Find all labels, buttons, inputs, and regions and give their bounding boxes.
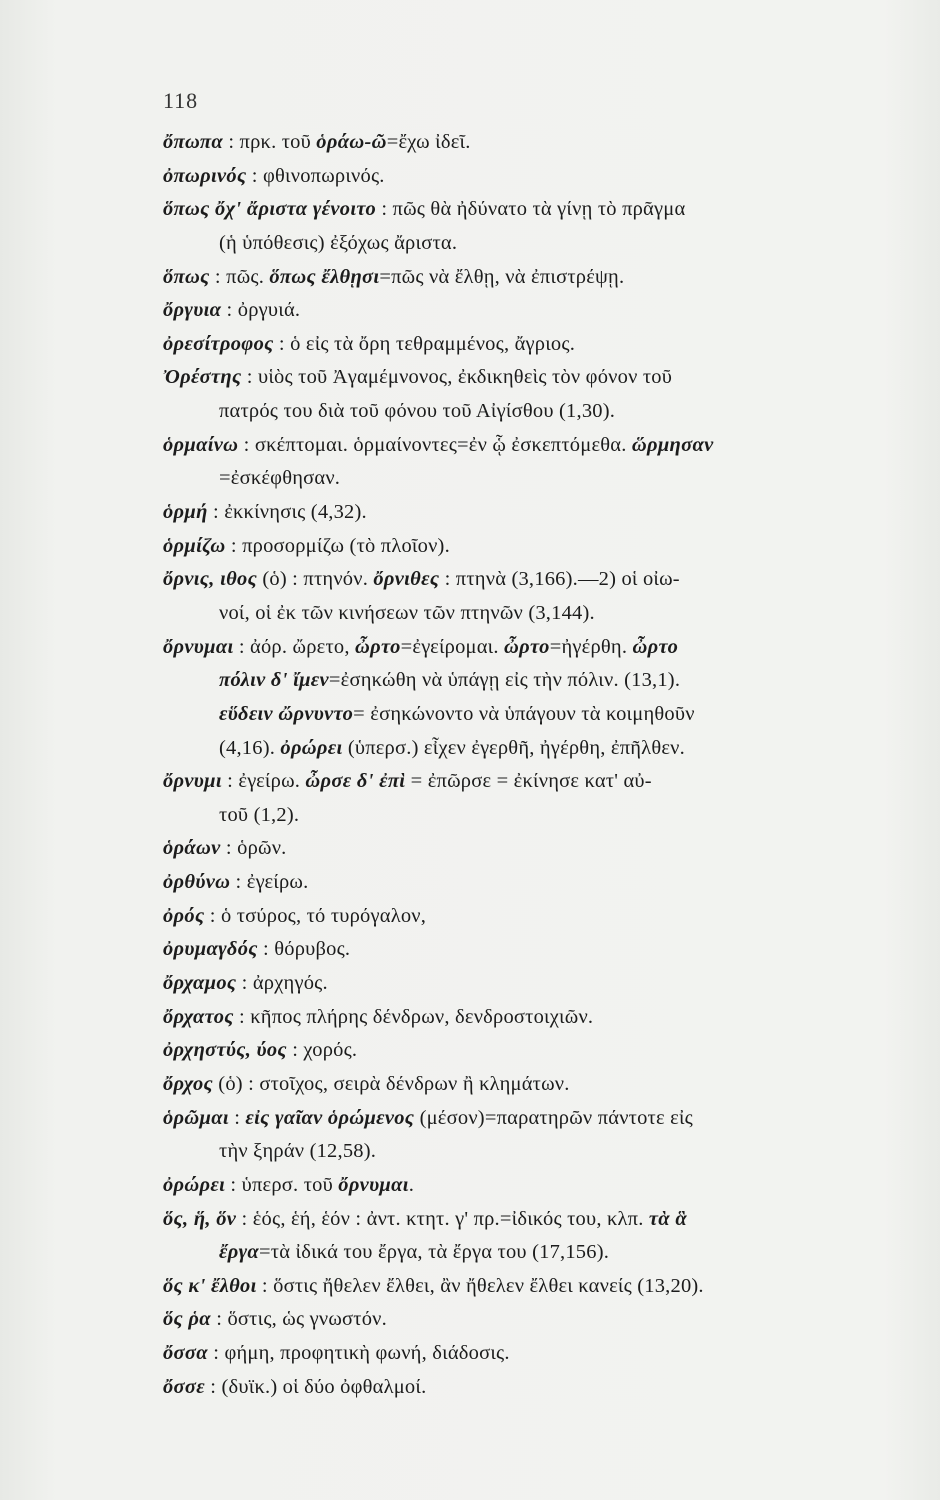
entry-continuation-line: [163, 227, 908, 261]
headword: ὁράω-ῶ: [316, 131, 387, 153]
definition: = ἐπῶρσε = ἐκίνησε κατ' αὐ-: [405, 770, 652, 793]
page-number: 118: [163, 88, 199, 113]
entry-continuation-line: [163, 597, 908, 631]
entry-continuation-line: [163, 395, 908, 429]
headword: ὄρχατος: [163, 1005, 234, 1028]
entry-line: [163, 1337, 908, 1371]
headword: ὅπως ὄχ' ἄριστα γένοιτο: [163, 198, 376, 221]
entry-line: [163, 530, 908, 564]
headword: ἔργα: [219, 1241, 260, 1264]
entry-continuation-line: [163, 462, 908, 496]
definition: : ἐκκίνησις (4,32).: [207, 501, 367, 524]
entry-line: [163, 1001, 908, 1035]
entry-line: [163, 1102, 908, 1136]
headword: ὁράων: [163, 837, 221, 860]
headword: ὄρνις, ιθος: [163, 568, 258, 591]
headword: ὦρτο: [504, 635, 550, 658]
headword: ὅς κ' ἔλθοι: [163, 1274, 257, 1297]
definition: νοί, οἱ ἐκ τῶν κινήσεων τῶν πτηνῶν (3,144).: [219, 601, 595, 624]
definition: : ὁρῶν.: [220, 837, 287, 860]
definition: .: [408, 1173, 415, 1196]
entry-line: [163, 193, 908, 227]
entry-line: [163, 261, 908, 295]
headword: ὅπως: [163, 265, 210, 288]
headword: εἰς γαῖαν ὁρώμενος: [245, 1106, 415, 1129]
entry-line: [163, 160, 908, 194]
entry-line: [163, 563, 908, 597]
headword: ὄρνυμαι: [163, 635, 234, 658]
definition: : πῶς.: [209, 265, 270, 288]
definition: =ἐσηκώθη νὰ ὑπάγῃ εἰς τὴν πόλιν. (13,1).: [328, 669, 681, 692]
entry-line: [163, 429, 908, 463]
definition: (μέσον)=παρατηρῶν πάντοτε εἰς: [414, 1106, 693, 1129]
definition: : ὁ τσύρος, τό τυρόγαλον,: [204, 904, 427, 927]
definition: : ἐγείρω.: [230, 871, 309, 894]
entry-line: [163, 1034, 908, 1068]
definition: =ἐσκέφθησαν.: [219, 467, 341, 490]
definition: =ἔχω ἰδεῖ.: [386, 131, 471, 153]
definition: =τὰ ἰδικά του ἔργα, τὰ ἔργα του (17,156).: [259, 1241, 610, 1264]
headword: ὀπωρινός: [163, 164, 247, 187]
headword: ὄπωπα: [163, 131, 224, 153]
entry-continuation-line: [163, 698, 908, 732]
headword: ὄρνιθες: [373, 568, 440, 591]
definition: : ἀόρ. ὤρετο,: [233, 635, 355, 658]
definition: =ἠγέρθη.: [549, 635, 633, 658]
entry-line: [163, 933, 908, 967]
definition: : σκέπτομαι. ὁρμαίνοντες=ἐν ᾧ ἐσκεπτόμεθα.: [238, 433, 632, 456]
definition: τοῦ (1,2).: [219, 803, 300, 826]
definition: πατρός του διὰ τοῦ φόνου τοῦ Αἰγίσθου (1,30).: [219, 400, 616, 423]
headword: ὅς, ἥ, ὅν: [163, 1207, 237, 1230]
headword: ὥρμησαν: [631, 433, 714, 456]
definition: = ἐσηκώνοντο νὰ ὑπάγουν τὰ κοιμηθοῦν: [353, 702, 695, 725]
headword: ὅς ῥα: [163, 1308, 211, 1331]
headword: ὦρτο: [632, 635, 679, 658]
entry-line: [163, 328, 908, 362]
headword: ὀρός: [163, 904, 205, 927]
entry-continuation-line: [163, 799, 908, 833]
entry-line: [163, 866, 908, 900]
definition: : ὀργυιά.: [221, 299, 301, 322]
entry-continuation-line: [163, 1236, 908, 1270]
definition: : ὁ εἰς τὰ ὄρη τεθραμμένος, ἄγριος.: [273, 332, 576, 355]
entry-continuation-line: [163, 732, 908, 766]
definition: (ἡ ὑπόθεσις) ἐξόχως ἄριστα.: [219, 231, 458, 254]
headword: τὰ ἃ: [648, 1207, 687, 1230]
headword: εὕδειν ὤρνυντο: [219, 702, 354, 725]
entry-line: [163, 765, 908, 799]
entry-line: [163, 294, 908, 328]
definition: : φήμη, προφητικὴ φωνή, διάδοσις.: [207, 1342, 510, 1365]
entry-line: [163, 1068, 908, 1102]
definition: : κῆπος πλήρης δένδρων, δενδροστοιχιῶν.: [233, 1005, 594, 1028]
headword: ὁρμίζω: [163, 534, 226, 557]
entry-line: [163, 1169, 908, 1203]
definition: : χορός.: [286, 1039, 358, 1062]
definition: τὴν ξηράν (12,58).: [219, 1140, 377, 1163]
headword: ὀρθύνω: [163, 871, 231, 894]
definition: : ὅστις ἤθελεν ἔλθει, ἂν ἤθελεν ἔλθει κανείς (13,20).: [256, 1274, 704, 1297]
definition: : θόρυβος.: [257, 938, 351, 961]
entry-line: [163, 631, 908, 665]
definition: =πῶς νὰ ἔλθῃ, νὰ ἐπιστρέψῃ.: [379, 265, 625, 288]
entry-line: [163, 1203, 908, 1237]
entry-line: [163, 1270, 908, 1304]
headword: ὄρνυμαι: [338, 1173, 409, 1196]
headword: ὀρώρει: [163, 1173, 226, 1196]
definition: : προσορμίζω (τὸ πλοῖον).: [225, 534, 450, 557]
headword: ὀρχηστύς, ύος: [163, 1039, 287, 1062]
definition: :: [228, 1106, 246, 1129]
entry-line: [163, 967, 908, 1001]
definition: (ὁ) : πτηνόν.: [257, 568, 374, 591]
definition: : πρκ. τοῦ: [223, 131, 317, 153]
definition: : ὑπερσ. τοῦ: [225, 1173, 339, 1196]
headword: ὦρσε δ' ἐπὶ: [305, 770, 406, 793]
glossary-entries: [163, 126, 908, 1404]
definition: (4,16).: [219, 736, 281, 759]
headword: ὅπως ἔλθῃσι: [269, 265, 380, 288]
definition: : φθινοπωρινός.: [246, 164, 385, 187]
entry-line: [163, 496, 908, 530]
headword: ὁρμαίνω: [163, 433, 239, 456]
headword: ὁρμή: [163, 501, 208, 524]
entry-line: [163, 1371, 908, 1405]
entry-continuation-line: [163, 664, 908, 698]
definition: =ἐγείρομαι.: [400, 635, 505, 658]
headword: ὦρτο: [355, 635, 401, 658]
definition: : (δυϊκ.) οἱ δύο ὀφθαλμοί.: [204, 1375, 427, 1398]
entry-line: [163, 1303, 908, 1337]
definition: : ἐγείρω.: [221, 770, 306, 793]
definition: : πτηνὰ (3,166).—2) οἱ οἰω-: [439, 568, 680, 591]
definition: (ὑπερσ.) εἶχεν ἐγερθῆ, ἠγέρθη, ἐπῆλθεν.: [342, 736, 685, 759]
headword: ὄρχαμος: [163, 972, 237, 995]
definition: : υἱὸς τοῦ Ἀγαμέμνονος, ἐκδικηθεὶς τὸν φόνον τοῦ: [241, 366, 673, 389]
entry-line: [163, 361, 908, 395]
headword: Ὀρέστης: [163, 366, 242, 389]
headword: πόλιν δ' ἴμεν: [219, 669, 329, 692]
headword: ὀρεσίτροφος: [163, 332, 274, 355]
definition: : ὅστις, ὡς γνωστόν.: [210, 1308, 387, 1331]
headword: ὄργυια: [163, 299, 222, 322]
definition: : ἑός, ἑή, ἑόν : ἀντ. κτητ. γ' πρ.=ἰδικός του, κλπ.: [236, 1207, 649, 1230]
headword: ὁρῶμαι: [163, 1106, 229, 1129]
definition: : πῶς θὰ ἠδύνατο τὰ γίνῃ τὸ πρᾶγμα: [376, 198, 686, 221]
entry-line: [163, 126, 908, 160]
headword: ὄρχος: [163, 1072, 213, 1095]
headword: ὀρυμαγδός: [163, 938, 258, 961]
headword: ὀρώρει: [280, 736, 343, 759]
entry-continuation-line: [163, 1135, 908, 1169]
entry-line: [163, 900, 908, 934]
definition: : ἀρχηγός.: [236, 972, 328, 995]
definition: (ὁ) : στοῖχος, σειρὰ δένδρων ἢ κλημάτων.: [212, 1072, 570, 1095]
entry-line: [163, 832, 908, 866]
headword: ὄσσα: [163, 1342, 208, 1365]
headword: ὄρνυμι: [163, 770, 222, 793]
headword: ὄσσε: [163, 1375, 205, 1398]
